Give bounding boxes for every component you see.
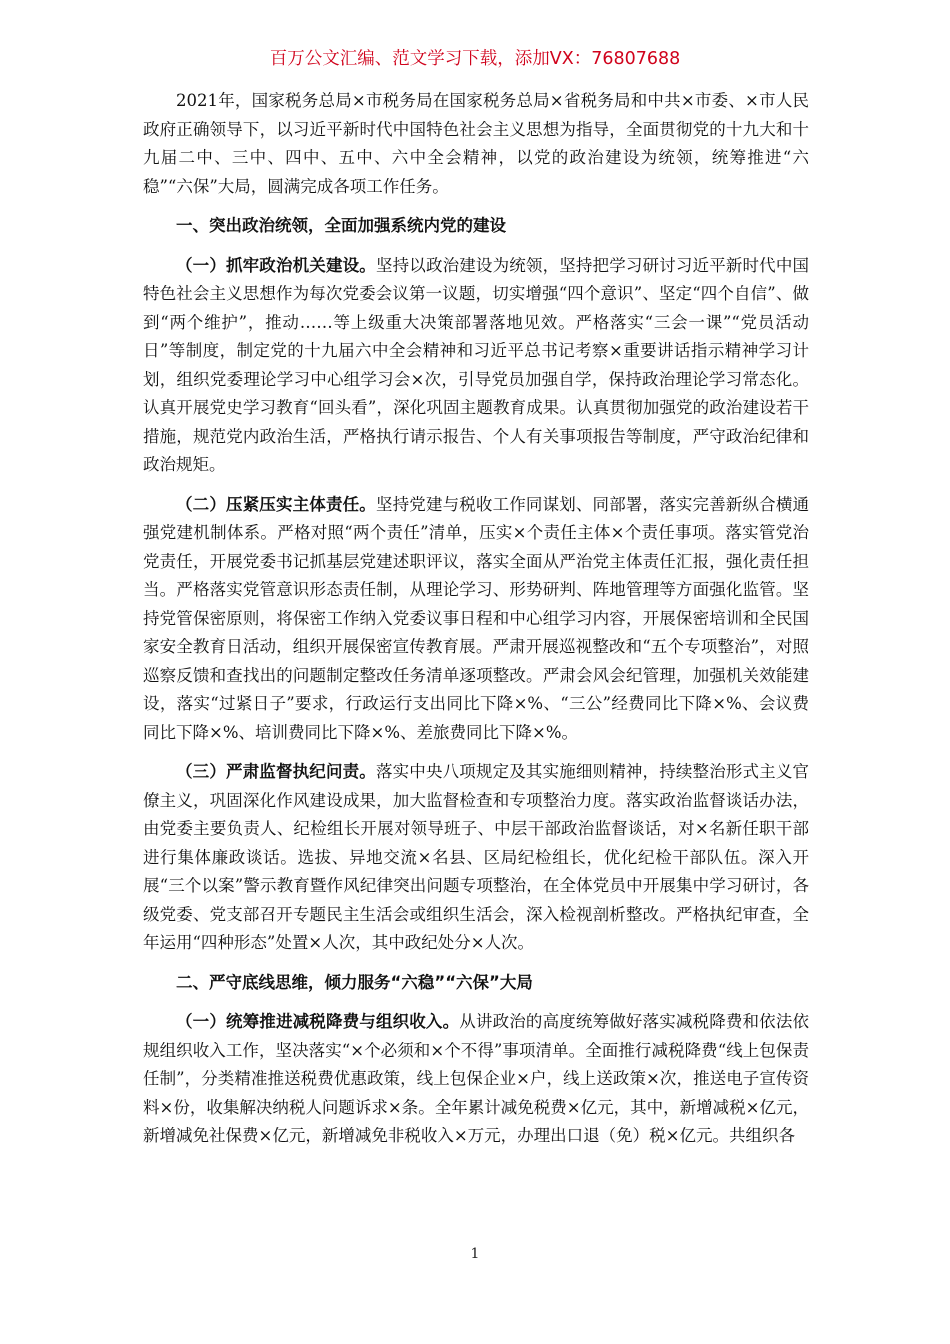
paragraph-lead: （一）抓牢政治机关建设。: [176, 255, 376, 275]
paragraph-lead: （三）严肃监督执纪问责。: [176, 762, 376, 781]
paragraph-text: 坚持党建与税收工作同谋划、同部署，落实完善新纵合横通强党建机制体系。严格对照“两个责任”清单，压实×个责任主体×个责任事项。落实管党治党责任，开展党委书记抓基层党建述职评议，落实全面从严治党主体责任汇报，强化责任担当。严格落实党管意识形态责任制，从理论学习、形势研判、阵地管理等方面强化监管。坚持党管保密原则，将保密工作纳入党委议事日程和中心组学习内容，开展保密培训和全民国家安全教育日活动，组织开展保密宣传教育展。严肃开展巡视整改和“五个专项整治”，对照巡察反馈和查找出的问题制定整改任务清单逐项整改。严肃会风会纪管理，加强机关效能建设，落实“过紧日子”要求，行政运行支出同比下降×%、“三公”经费同比下降×%、会议费同比下降×%、培训费同比下降×%、差旅费同比下降×%。: [143, 494, 810, 742]
paragraph-text: 落实中央八项规定及其实施细则精神，持续整治形式主义官僚主义，巩固深化作风建设成果，加大监督检查和专项整治力度。落实政治监督谈话办法，由党委主要负责人、纪检组长开展对领导班子、中层干部政治监督谈话，对×名新任职干部进行集体廉政谈话。选拔、异地交流×名县、区局纪检组长，优化纪检干部队伍。深入开展“三个以案”警示教育暨作风纪律突出问题专项整治，在全体党员中开展集中学习研讨，各级党委、党支部召开专题民主生活会或组织生活会，深入检视剖析整改。严格执纪审查，全年运用“四种形态”处置×人次，其中政纪处分×人次。: [143, 762, 810, 952]
paragraph-1-3: [143, 758, 809, 958]
watermark-banner: 百万公文汇编、范文学习下载，添加VX：76807688: [269, 49, 681, 69]
section-heading-2: 二、严守底线思维，倾力服务“六稳”“六保”大局: [176, 972, 533, 992]
section-heading-1: 一、突出政治统领，全面加强系统内党的建设: [176, 216, 506, 235]
page-number: 1: [470, 1246, 480, 1262]
document-body: [143, 87, 809, 1151]
paragraph-2-1: [143, 1008, 809, 1151]
paragraph-lead: （一）统筹推进减税降费与组织收入。: [176, 1012, 460, 1031]
paragraph-1-1: [143, 252, 809, 480]
paragraph-text: 从讲政治的高度统筹做好落实减税降费和依法依规组织收入工作，坚决落实“×个必须和×个不得”事项清单。全面推行减税降费“线上包保责任制”，分类精准推送税费优惠政策，线上包保企业×户，线上送政策×次，推送电子宣传资料×份，收集解决纳税人问题诉求×条。全年累计减免税费×亿元，其中，新增减税×亿元，新增减免社保费×亿元，新增减免非税收入×万元，办理出口退（免）税×亿元。共组织各: [143, 1012, 810, 1145]
intro-paragraph: 2021年，国家税务总局×市税务局在国家税务总局×省税务局和中共×市委、×市人民政府正确领导下，以习近平新时代中国特色社会主义思想为指导，全面贯彻党的十九大和十九届二中、三中、四中、五中、六中全会精神，以党的政治建设为统领，统筹推进“六稳”“六保”大局，圆满完成各项工作任务。: [143, 91, 809, 196]
paragraph-lead: （二）压紧压实主体责任。: [176, 494, 376, 514]
paragraph-1-2: [143, 491, 809, 748]
paragraph-text: 坚持以政治建设为统领，坚持把学习研讨习近平新时代中国特色社会主义思想作为每次党委会议第一议题，切实增强“四个意识”、坚定“四个自信”、做到“两个维护”，推动……等上级重大决策部署落地见效。严格落实“三会一课”“党员活动日”等制度，制定党的十九届六中全会精神和习近平总书记考察×重要讲话指示精神学习计划，组织党委理论学习中心组学习会×次，引导党员加强自学，保持政治理论学习常态化。认真开展党史学习教育“回头看”，深化巩固主题教育成果。认真贯彻加强党的政治建设若干措施，规范党内政治生活，严格执行请示报告、个人有关事项报告等制度，严守政治纪律和政治规矩。: [143, 255, 810, 474]
